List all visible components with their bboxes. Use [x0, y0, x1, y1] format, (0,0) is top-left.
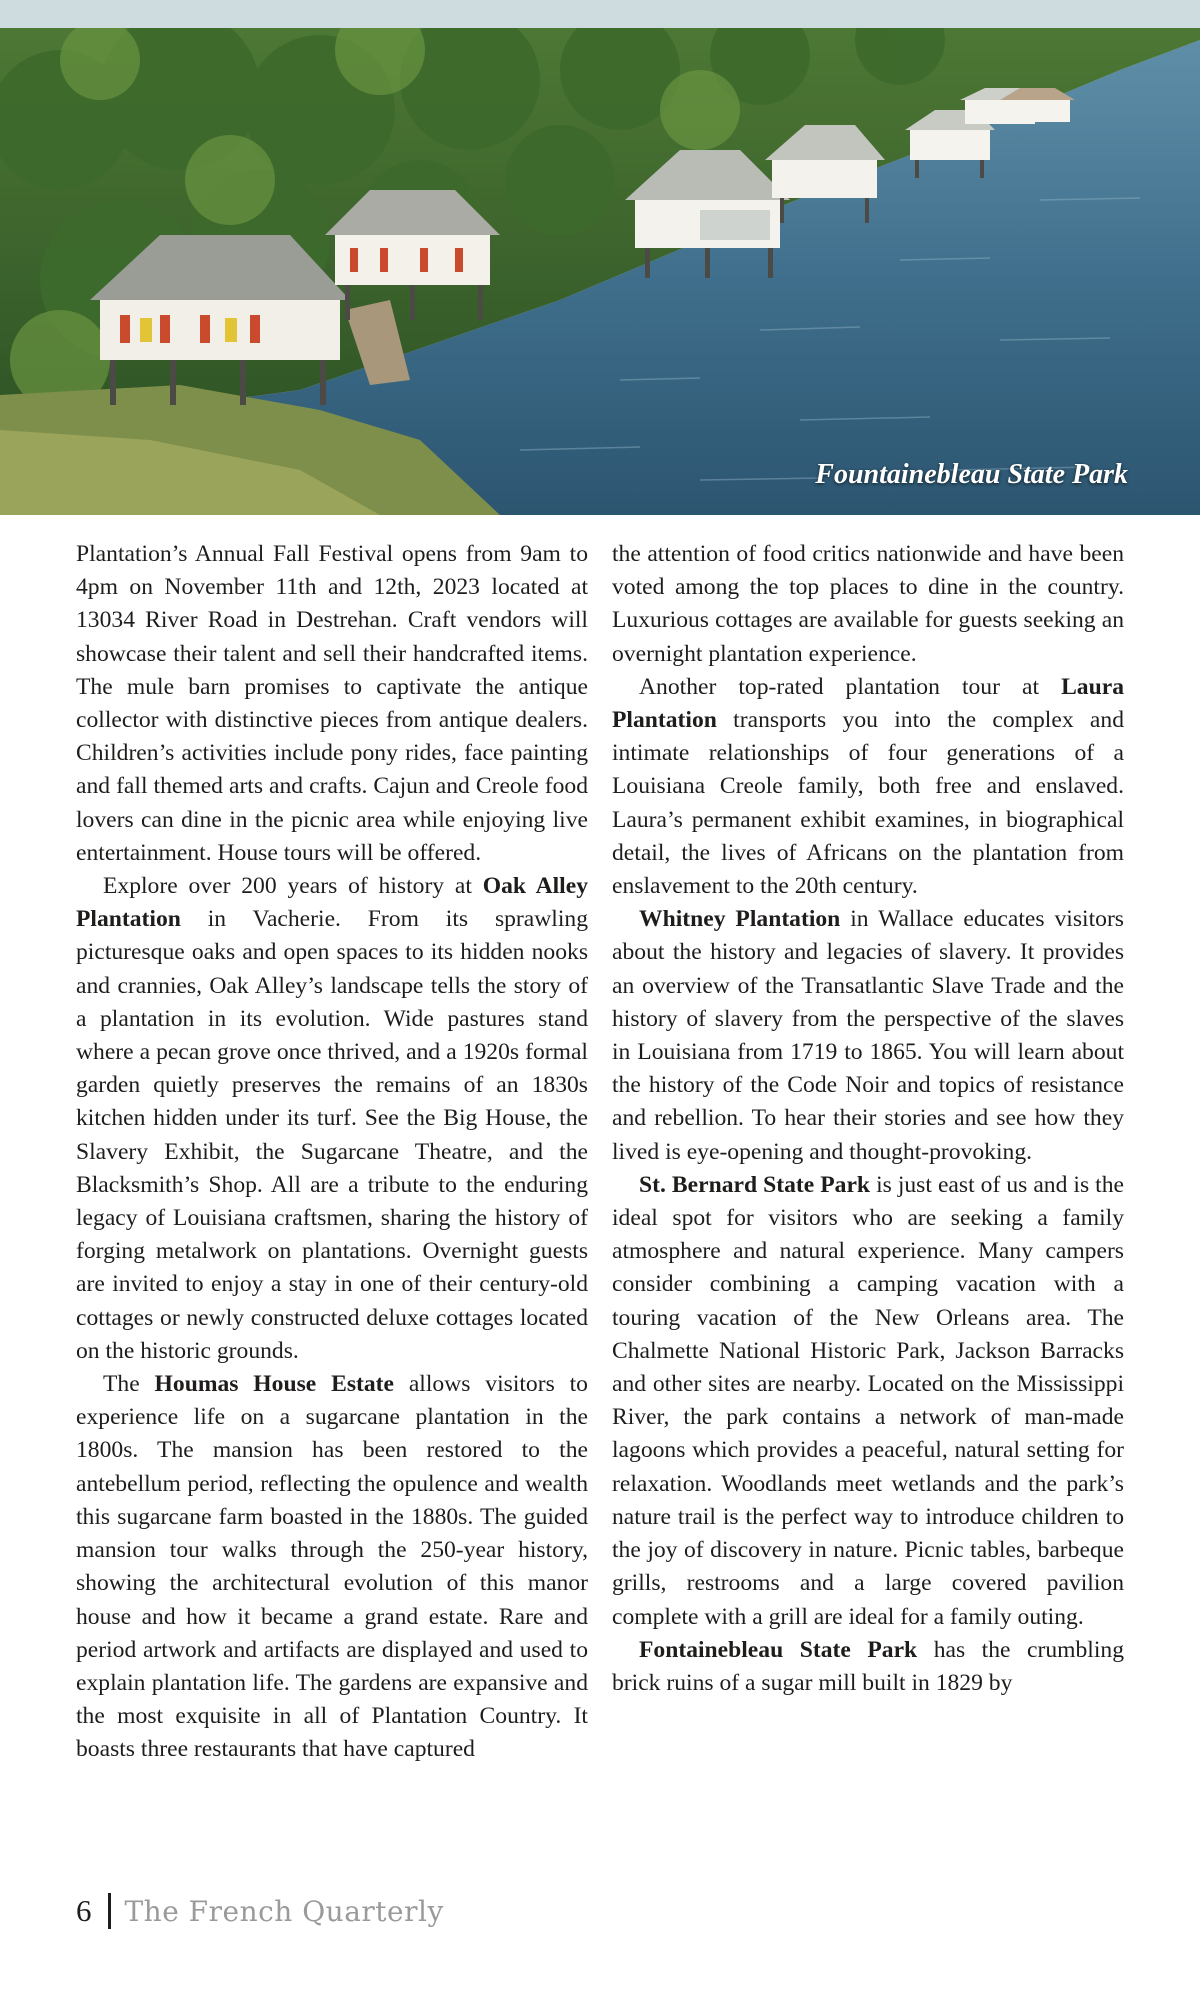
lakeside-cottages-photo	[0, 0, 1200, 515]
bold-name: Laura Plantation	[612, 673, 1124, 734]
bold-name: Oak Alley Plantation	[76, 873, 588, 933]
bold-name: Whitney Plantation	[639, 906, 841, 933]
paragraph: Fontainebleau State Park has the crumbling brick ruins of a sugar mill built in 1829 by	[612, 1636, 1125, 1696]
bold-name: St. Bernard State Park	[639, 1171, 871, 1198]
page-footer	[76, 1891, 444, 1931]
bold-name: Houmas House Estate	[154, 1371, 394, 1398]
paragraph: Plantation’s Annual Fall Festival opens from 9am to 4pm on November 11th and 12th, 2023 located at 13034 River Road in Destrehan. Craft vendors will showcase their talent and sell their handcrafted items. The mule barn promises to captivate the antique collector with distinctive pieces from antique dealers. Children’s activities include pony rides, face painting and fall themed arts and crafts. Cajun and Creole food lovers can dine in the picnic area while enjoying live entertainment. House tours will be offered.	[76, 541, 588, 866]
left-column	[76, 538, 588, 1767]
photo-caption: Fountainebleau State Park	[815, 459, 1128, 490]
paragraph: the attention of food critics nationwide and have been voted among the top places to dine in the country. Luxurious cottages are available for guests seeking an overnight plantation experience.	[612, 541, 1124, 667]
paragraph: Explore over 200 years of history at Oak Alley Plantation in Vacherie. From its sprawling picturesque oaks and open spaces to its hidden nooks and crannies, Oak Alley’s landscape tells the story of a plantation in its evolution. Wide pastures stand where a pecan grove once thrived, and a 1920s formal garden quietly preserves the remains of an 1830s kitchen hidden under its turf. See the Big House, the Slavery Exhibit, the Sugarcane Theatre, and the Blacksmith’s Shop. All are a tribute to the enduring legacy of Louisiana craftsmen, sharing the history of forging metalwork on plantations. Overnight guests are invited to enjoy a stay in one of their century-old cottages or newly constructed deluxe cottages located on the historic grounds.	[76, 873, 588, 1364]
footer-divider	[108, 1893, 111, 1929]
bold-name: Fontainebleau State Park	[639, 1636, 918, 1663]
paragraph: St. Bernard State Park is just east of us and is the ideal spot for visitors who are seeking a family atmosphere and natural experience. Many campers consider combining a camping vacation with a touring vacation of the New Orleans area. The Chalmette National Historic Park, Jackson Barracks and other sites are nearby. Located on the Mississippi River, the park contains a network of man-made lagoons which provides a peaceful, natural setting for relaxation. Woodlands meet wetlands and the park’s nature trail is the perfect way to introduce children to the joy of discovery in nature. Picnic tables, barbeque grills, restrooms and a large covered pavilion complete with a grill are ideal for a family outing.	[612, 1171, 1124, 1630]
paragraph: Whitney Plantation in Wallace educates visitors about the history and legacies of slavery. It provides an overview of the Transatlantic Slave Trade and the history of slavery from the perspective of the slaves in Louisiana from 1719 to 1865. You will learn about the history of the Code Noir and topics of resistance and rebellion. To hear their stories and see how they lived is eye-opening and thought-provoking.	[612, 906, 1124, 1165]
right-column	[612, 538, 1124, 1700]
paragraph: The Houmas House Estate allows visitors to experience life on a sugarcane plantation in the 1800s. The mansion has been restored to the antebellum period, reflecting the opulence and wealth this sugarcane farm boasted in the 1880s. The guided mansion tour walks through the 250-year history, showing the architectural evolution of this manor house and how it became a grand estate. Rare and period artwork and artifacts are displayed and used to explain plantation life. The gardens are expansive and the most exquisite in all of Plantation Country. It boasts three restaurants that have captured	[76, 1371, 588, 1763]
hero-photo	[0, 0, 1200, 515]
publication-name: The French Quarterly	[124, 1894, 444, 1928]
page-number: 6	[76, 1893, 92, 1928]
paragraph: Another top-rated plantation tour at Laura Plantation transports you into the complex and intimate relationships of four generations of a Louisiana Creole family, both free and enslaved. Laura’s permanent exhibit examines, in biographical detail, the lives of Africans on the plantation from enslavement to the 20th century.	[612, 673, 1124, 900]
